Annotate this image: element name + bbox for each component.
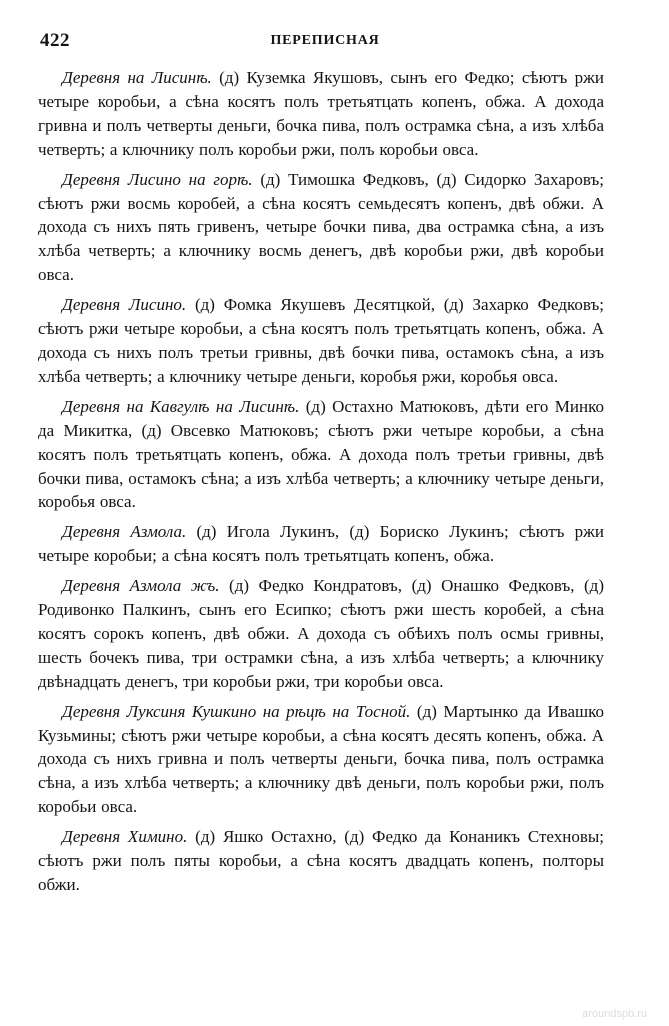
body-text (38, 66, 604, 897)
entry-text: (д) Яшко Остахно, (д) Федко да Конаникъ Стехновы; сѣютъ ржи полъ пяты коробьи, а сѣна косятъ двадцать копенъ, полторы обжи. (38, 827, 604, 894)
village-name: Деревня на Лисинѣ. (62, 68, 212, 87)
entry-text: (д) Мартынко да Ивашко Кузьмины; сѣютъ ржи четыре коробьи, а сѣна косятъ десять копенъ, обжа. А дохода съ нихъ гривна и полъ четверты деньги, бочка пива, полъ острамка сѣна, а изъ хлѣба четверть; а ключнику двѣ деньги, полъ коробьи ржи, полъ коробьи овса. (38, 701, 605, 817)
village-entry (38, 700, 604, 820)
running-title: ПЕРЕПИСНАЯ (270, 33, 380, 48)
entry-text: (д) Тимошка Федковъ, (д) Сидорко Захаровъ; сѣютъ ржи восмь коробей, а сѣна косятъ семьдесятъ копенъ, двѣ обжи. А дохода съ нихъ пять гривенъ, четыре бочки пива, два острамка сѣна, а изъ хлѣба четверть; а ключнику восмь денегъ, двѣ коробьи ржи, двѣ коробьи овса. (38, 169, 604, 285)
entry-text: (д) Остахно Матюковъ, дѣти его Минко да Микитка, (д) Овсевко Матюковъ; сѣютъ ржи четыре коробьи, а сѣна косятъ полъ третьятцать копенъ, обжа. А дохода полъ третьи гривны, двѣ бочки пива, остамокъ сѣна; а изъ хлѣба четверть; а ключнику четыре деньги, коробья овса. (38, 396, 604, 512)
entry-text: (д) Федко Кондратовъ, (д) Онашко Федковъ, (д) Родивонко Палкинъ, сынъ его Есипко; сѣютъ ржи шесть коробей, а сѣна косятъ сорокъ копенъ, двѣ обжи. А дохода съ обѣихъ полъ осмы гривны, шесть бочекъ пива, три острамки сѣна, а изъ хлѣба четверть; а ключнику двѣнадцать денегъ, три коробьи ржи, три коробьи овса. (38, 576, 604, 691)
entry-text: (д) Куземка Якушовъ, сынъ его Федко; сѣютъ ржи четыре коробьи, а сѣна косятъ полъ третьятцать копенъ, обжа. А дохода гривна и полъ четверты деньги, бочка пива, полъ острамка сѣна, а изъ хлѣба четверть; а ключнику полъ коробьи ржи, полъ коробьи овса. (38, 68, 604, 159)
page-header (40, 30, 610, 54)
village-entry (38, 825, 604, 897)
village-entry (38, 395, 604, 515)
village-entry (38, 574, 604, 694)
village-name: Деревня Лисино на горѣ. (62, 169, 253, 189)
village-name: Деревня Луксиня Кушкино на рѣцѣ на Тосной. (62, 701, 411, 721)
village-name: Деревня Лисино. (62, 295, 187, 315)
village-name: Деревня Азмола жъ. (62, 576, 220, 596)
village-entry (38, 520, 604, 568)
site-watermark: aroundspb.ru (582, 1008, 647, 1020)
page-number: 422 (40, 30, 70, 51)
village-entry (38, 168, 604, 288)
village-name: Деревня Азмола. (62, 522, 187, 542)
village-name: Деревня Химино. (62, 827, 188, 847)
entry-text: (д) Игола Лукинъ, (д) Бориско Лукинъ; сѣютъ ржи четыре коробьи; а сѣна косятъ полъ третьятцать копенъ, обжа. (38, 522, 604, 566)
village-entry (38, 293, 604, 389)
entry-text: (д) Фомка Якушевъ Десятцкой, (д) Захарко Федковъ; сѣютъ ржи четыре коробьи, а сѣна косятъ полъ третьятцать копенъ, обжа. А дохода съ нихъ полъ третьи гривны, двѣ бочки пива, остамокъ сѣна, а изъ хлѣба четверть; а ключнику четыре деньги, коробья ржи, коробья овса. (38, 295, 604, 386)
village-name: Деревня на Кавгулѣ на Лисинѣ. (62, 396, 300, 416)
village-entry (38, 66, 604, 162)
